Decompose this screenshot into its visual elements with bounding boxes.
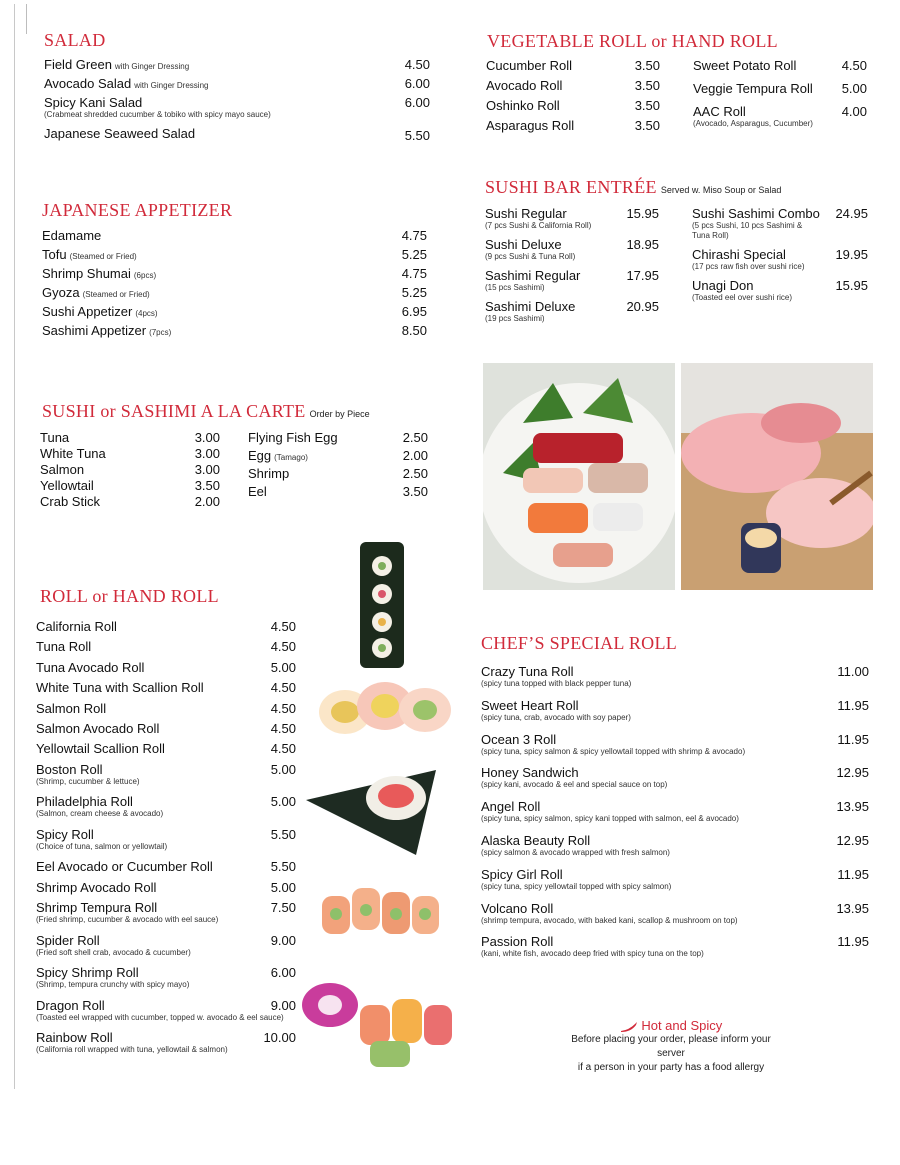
item-price: 11.95: [837, 934, 869, 950]
item-description: (spicy tuna, crab, avocado with soy paper): [481, 712, 631, 722]
salad-heading: SALAD: [44, 30, 106, 50]
item-name: Rainbow Roll: [36, 1030, 113, 1046]
appetizer-section: [42, 200, 432, 342]
item-price: 10.00: [263, 1030, 296, 1046]
allergy-note: [560, 1019, 782, 1075]
item-price: 13.95: [836, 900, 869, 916]
sashimi-platter-image: [483, 363, 675, 590]
allergy-line-2: if a person in your party has a food allergy: [577, 1062, 765, 1073]
item-name: California Roll: [36, 619, 117, 634]
menu-item: Gyoza (Steamed or Fried) 5.25: [42, 285, 427, 300]
menu-item: White Tuna 3.00: [40, 446, 220, 461]
item-name: Angel Roll: [481, 799, 541, 815]
menu-item: Sashimi Appetizer (7pcs) 8.50: [42, 323, 427, 338]
shrimp-tempura-roll-image: [318, 868, 443, 946]
item-price: 4.50: [270, 639, 296, 655]
menu-item: Sushi Appetizer (4pcs) 6.95: [42, 304, 427, 319]
rolls-section: [36, 586, 296, 1063]
item-description: (Choice of tuna, salmon or yellowtail): [36, 841, 168, 851]
alacarte-section: [42, 401, 442, 520]
item-name: Passion Roll: [481, 934, 554, 950]
vegetable-section: [487, 31, 869, 148]
menu-item: [36, 794, 296, 827]
item-name: Spider Roll: [36, 932, 100, 948]
chef-special-section: [481, 633, 869, 968]
menu-item: Egg (Tamago) 2.00: [248, 448, 428, 463]
menu-item: [481, 934, 869, 968]
menu-item: [36, 680, 296, 700]
alacarte-heading: SUSHI or SASHIMI A LA CARTE Order by Piece: [42, 401, 370, 421]
item-price: 9.00: [270, 997, 296, 1013]
menu-item: [36, 859, 296, 879]
item-description: (spicy tuna, spicy yellowtail topped with spicy salmon): [481, 881, 672, 891]
chili-pepper-icon: [620, 1021, 638, 1033]
menu-item: [36, 660, 296, 680]
item-name: Philadelphia Roll: [36, 794, 133, 810]
item-description: (Salmon, cream cheese & avocado): [36, 809, 164, 819]
chef-special-heading: CHEF’S SPECIAL ROLL: [481, 633, 678, 653]
menu-item: [36, 900, 296, 933]
menu-item: Sashimi Regular (15 pcs Sashimi) 17.95: [485, 268, 659, 292]
menu-item: [36, 619, 296, 639]
menu-item: [36, 1030, 296, 1063]
menu-item: [481, 732, 869, 766]
menu-item: Eel 3.50: [248, 484, 428, 499]
item-name: Salmon Roll: [36, 700, 107, 716]
item-price: 12.95: [836, 765, 869, 781]
menu-item: [36, 933, 296, 966]
item-name: Alaska Beauty Roll: [481, 832, 591, 848]
item-name: Spicy Girl Roll: [481, 866, 563, 882]
item-price: 4.50: [270, 680, 296, 696]
menu-item: Yellowtail 3.50: [40, 478, 220, 493]
item-description: (Fried soft shell crab, avocado & cucumber): [36, 947, 191, 957]
item-name: Volcano Roll: [481, 900, 554, 916]
item-price: 5.00: [270, 761, 296, 777]
menu-item: [481, 765, 869, 799]
menu-item: Shrimp Shumai (6pcs) 4.75: [42, 266, 427, 281]
menu-item: [36, 998, 296, 1031]
menu-item: [36, 741, 296, 761]
sushi-closeup-image: [681, 363, 873, 590]
item-name: Crazy Tuna Roll: [481, 664, 574, 679]
menu-item: Tuna 3.00: [40, 430, 220, 445]
menu-item: Shrimp 2.50: [248, 466, 428, 481]
item-name: Spicy Shrimp Roll: [36, 965, 139, 981]
menu-item: Edamame 4.75: [42, 228, 427, 243]
item-price: 5.00: [270, 879, 296, 895]
item-price: 11.95: [837, 731, 869, 747]
menu-item: [481, 867, 869, 901]
item-description: (Shrimp, cucumber & lettuce): [36, 776, 140, 786]
item-name: Shrimp Avocado Roll: [36, 879, 157, 895]
item-name: Yellowtail Scallion Roll: [36, 741, 165, 757]
menu-item: [36, 965, 296, 998]
menu-item: [481, 833, 869, 867]
item-name: White Tuna with Scallion Roll: [36, 680, 204, 696]
item-price: 4.50: [270, 741, 296, 757]
menu-item: Veggie Tempura Roll 5.00: [693, 81, 867, 96]
item-name: Spicy Roll: [36, 826, 94, 842]
menu-item: [36, 762, 296, 795]
menu-item: Spicy Kani Salad (Crabmeat shredded cucumber & tobiko with spicy mayo sauce) 6.00: [44, 95, 430, 119]
item-price: 9.00: [270, 932, 296, 948]
menu-item: Sushi Regular (7 pcs Sushi & California Roll) 15.95: [485, 206, 659, 230]
menu-item: [481, 901, 869, 935]
item-price: 4.50: [270, 700, 296, 716]
menu-item: Avocado Salad with Ginger Dressing 6.00: [44, 76, 430, 91]
entree-section: [485, 177, 871, 336]
flower-sushi-platter-image: [300, 975, 455, 1070]
item-description: (spicy salmon & avocado wrapped with fresh salmon): [481, 847, 670, 857]
item-description: (spicy tuna, spicy salmon & spicy yellowtail topped with shrimp & avocado): [481, 746, 746, 756]
menu-item: [36, 701, 296, 721]
menu-item: [481, 698, 869, 732]
item-price: 13.95: [836, 799, 869, 815]
menu-item: Unagi Don (Toasted eel over sushi rice) 15.95: [692, 278, 868, 302]
item-price: 11.95: [837, 697, 869, 713]
menu-item: AAC Roll (Avocado, Asparagus, Cucumber) 4.00: [693, 104, 867, 128]
vegetable-heading: VEGETABLE ROLL or HAND ROLL: [487, 31, 778, 51]
item-name: Boston Roll: [36, 761, 103, 777]
menu-item: Japanese Seaweed Salad 5.50: [44, 126, 430, 143]
menu-item: Sushi Deluxe (9 pcs Sushi & Tuna Roll) 18.95: [485, 237, 659, 261]
item-description: (Toasted eel wrapped with cucumber, topped w. avocado & eel sauce): [36, 1012, 284, 1022]
item-price: 11.00: [837, 664, 869, 679]
menu-item: [36, 880, 296, 900]
item-price: 6.00: [270, 965, 296, 981]
item-name: Eel Avocado or Cucumber Roll: [36, 859, 213, 875]
menu-item: Crab Stick 2.00: [40, 494, 220, 509]
hot-and-spicy-legend: Hot and Spicy: [560, 1019, 782, 1033]
item-price: 4.50: [270, 619, 296, 634]
menu-item: Avocado Roll 3.50: [486, 78, 660, 93]
menu-item: [481, 664, 869, 698]
item-description: (Shrimp, tempura crunchy with spicy mayo): [36, 980, 190, 990]
item-description: (Fried shrimp, cucumber & avocado with eel sauce): [36, 915, 219, 925]
item-name: Sweet Heart Roll: [481, 697, 579, 713]
menu-item: Flying Fish Egg 2.50: [248, 430, 428, 445]
menu-item: Salmon 3.00: [40, 462, 220, 477]
item-name: Dragon Roll: [36, 997, 105, 1013]
rainbow-roll-image: [315, 672, 455, 742]
menu-item: Cucumber Roll 3.50: [486, 58, 660, 73]
item-name: Ocean 3 Roll: [481, 731, 557, 747]
hand-roll-image: [296, 760, 446, 860]
item-price: 4.50: [270, 720, 296, 736]
item-price: 7.50: [270, 900, 296, 916]
item-name: Tuna Roll: [36, 639, 92, 655]
item-price: 5.00: [270, 794, 296, 810]
menu-item: [36, 721, 296, 741]
item-price: 5.00: [270, 659, 296, 675]
allergy-line-1: Before placing your order, please inform your server: [571, 1034, 771, 1059]
item-description: (spicy tuna, spicy salmon, spicy kani topped with salmon, eel & avocado): [481, 814, 739, 824]
appetizer-heading: JAPANESE APPETIZER: [42, 200, 233, 220]
item-name: Tuna Avocado Roll: [36, 659, 145, 675]
item-price: 11.95: [837, 866, 869, 882]
menu-item: Sashimi Deluxe (19 pcs Sashimi) 20.95: [485, 299, 659, 323]
menu-item: [36, 639, 296, 659]
salad-section: [44, 30, 434, 144]
menu-item: Sushi Sashimi Combo (5 pcs Sushi, 10 pcs Sashimi & Tuna Roll) 24.95: [692, 206, 868, 240]
item-name: Shrimp Tempura Roll: [36, 900, 158, 916]
menu-item: Tofu (Steamed or Fried) 5.25: [42, 247, 427, 262]
item-description: (kani, white fish, avocado deep fried with spicy tuna on the top): [481, 949, 704, 959]
menu-item: Field Green with Ginger Dressing 4.50: [44, 57, 430, 72]
menu-item: Chirashi Special (17 pcs raw fish over sushi rice) 19.95: [692, 247, 868, 271]
item-price: 12.95: [836, 832, 869, 848]
entree-heading: SUSHI BAR ENTRÉE Served w. Miso Soup or Salad: [485, 177, 782, 197]
item-name: Salmon Avocado Roll: [36, 720, 160, 736]
item-description: (spicy tuna topped with black pepper tuna): [481, 679, 632, 688]
item-description: (spicy kani, avocado & eel and special sauce on top): [481, 780, 668, 790]
item-price: 5.50: [270, 859, 296, 875]
item-name: Honey Sandwich: [481, 765, 579, 781]
menu-item: Asparagus Roll 3.50: [486, 118, 660, 133]
item-description: (California roll wrapped with tuna, yellowtail & salmon): [36, 1045, 228, 1055]
rolls-heading: ROLL or HAND ROLL: [40, 586, 219, 606]
menu-item: Sweet Potato Roll 4.50: [693, 58, 867, 73]
menu-item: [36, 827, 296, 860]
menu-item: Oshinko Roll 3.50: [486, 98, 660, 113]
sushi-roll-vertical-image: [352, 540, 412, 670]
item-price: 5.50: [270, 826, 296, 842]
item-description: (shrimp tempura, avocado, with baked kani, scallop & mushroom on top): [481, 915, 738, 925]
menu-item: [481, 799, 869, 833]
